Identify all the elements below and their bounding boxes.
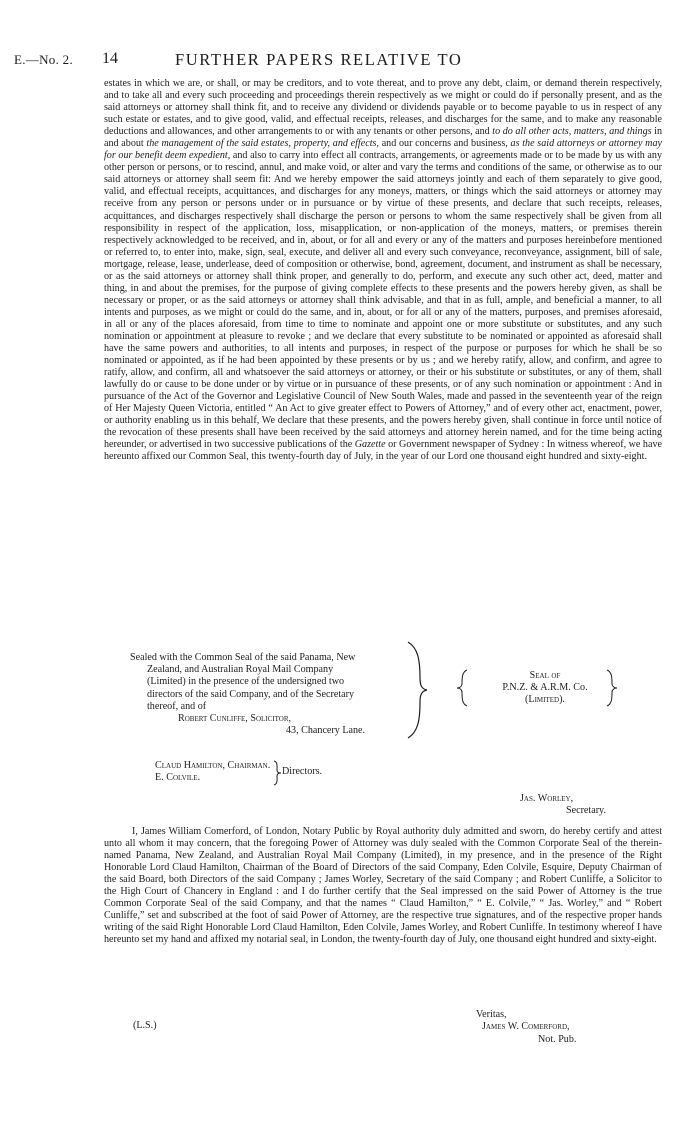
body-italic-segment: to do all other acts, matters, and things	[492, 126, 652, 138]
seal-brace-right	[605, 668, 619, 708]
secretary-name: Jas. Worley,	[520, 793, 574, 804]
veritas-text: Veritas,	[476, 1009, 507, 1020]
director-name: Claud Hamilton, Chairman.	[155, 760, 271, 771]
body-italic-segment: the management of the said estates, property, and effects,	[146, 138, 379, 150]
directors-label: Directors.	[282, 766, 323, 777]
seal-brace-left	[455, 668, 469, 708]
running-title: FURTHER PAPERS RELATIVE TO	[175, 50, 463, 69]
secretary-title: Secretary.	[566, 805, 606, 817]
sealing-line: (Limited) in the presence of the undersigned two	[147, 676, 345, 688]
notary-signature	[476, 1009, 576, 1046]
directors-brace	[272, 759, 282, 787]
locus-sigilli: (L.S.)	[133, 1020, 157, 1031]
body-segment: and also to carry into effect all contracts, arrangements, or agreements made or to be made by us with any other person or persons, or to rescind, annul, and make void, or alter and vary the terms and conditions of the same, or otherwise as to our said attorneys or attorney shall seem fit: And we hereby empower the said attorneys jointly and each of them separately to give good, valid, and effectual receipts, acquittances, and discharges for any moneys, matters, or things which the said attorneys or attorney may receive from any person or persons under or in pursuance or by virtue of these presents, and declare that such receipts, releases, acquittances, and discharges respectively shall discharge the person or persons to whom the same respectively shall be given from all responsibility in respect of the application, loss, misapplication, or non-application of the moneys, matters, or premises therein respectively acknowledged to be received, and in, about, or for all and every or any of the matters and purposes hereinbefore mentioned or referred to, to enter into, make, sign, seal, execute, and deliver all and every such conveyance, reconveyance, assignment, bill of sale, mortgage, release, lease, underlease, deed of composition or otherwise, bond, agreement, document, and instrument as shall be necessary, or as the said attorneys or attorney shall think proper, and generally to do, perform, and execute any such other act, deed, matter and thing, in and about the premises, for the purpose of giving complete effects to these presents and the powers hereby given, as shall be necessary or proper, or as the said attorneys or attorney shall think advisable, and that in as full, ample, and beneficial a manner, to all intents and purposes, as we might or could do the same, and in, about, or for all or any of the matters, purposes, and premises aforesaid, in all or any of the places aforesaid, from time to time to nominate and appoint one or more substitute or substitutes, and any such nomination or appointment at pleasure to revoke ; and we declare that every substitute to be nominated or appointed as aforesaid shall have the same powers and authorities, to all intents and purposes, in respect of the purpose or purposes for which he shall be so nominated or appointed, as if he had been appointed by these presents or by us ; and we hereby ratify, allow, and confirm, and agree to ratify, allow, and confirm, all and whatsoever the said attorneys or attorney, or their or his substitute or substitutes, or any of them, shall lawfully do or cause to be done under or by virtue or in pursuance of these presents, or of any such nomination or appointment : And in pursuance of the Act of the Governor and Legislative Council of New South Wales, made and passed in the seventeenth year of the reign of Her Majesty Queen Victoria, entitled “ An Act to give greater effect to Powers of Attorney,” and of every other act, enactment, power, or authority enabling us in this behalf, We declare that these presents, and the powers hereby given, shall continue in force until notice of the revocation of these presents shall have been received by the said attorneys and attorney herein named, and for the time being acting hereunder, or advertised in two successive publications of the	[104, 150, 662, 451]
notary-name: James W. Comerford,	[482, 1021, 570, 1033]
body-segment: and our concerns and business,	[378, 138, 511, 150]
seal-line: (Limited).	[525, 694, 565, 706]
body-segment: estates in which we are, or shall, or may be creditors, and to vote thereat, and to prove any debt, claim, or demand therein respectively, and to take all and every such proceeding and proceedings therein respectively as we might or could do if personally present, and as the said attorneys or attorney shall think fit, and to receive any dividend or dividends payable or to become payable to us in respect of any such estate or estates, and to give good, valid, and effectual receipts, releases, and discharges for the same, and to make any reasonable deductions and allowances, and other arrangements to or with any tenants or other persons, and	[104, 78, 662, 138]
power-of-attorney-text	[104, 78, 662, 464]
body-italic-segment: as the said attorneys or attorney may for our benefit deem expedient,	[104, 138, 663, 162]
sealing-line: Zealand, and Australian Royal Mail Company	[147, 664, 334, 676]
body-italic-segment: Gazette	[354, 439, 386, 451]
notarial-certificate: I, James William Comerford, of London, Notary Public by Royal authority duly admitted and sworn, do hereby certify and attest unto all whom it may concern, that the foregoing Power of Attorney was duly sealed with the Common Corporate Seal of the therein-named Panama, New Zealand, and Australian Royal Mail Company (Limited), in my presence, and in the presence of the Right Honorable Lord Claud Hamilton, Chairman of the Board of Directors of the said Company, Eden Colvile, Esquire, Deputy Chairman of the said Board, both Directors of the said Company ; James Worley, Secretary of the said Company ; and Robert Cunliffe, a Solicitor to the High Court of Chancery in England : and I do further certify that the Seal impressed on the said Power of Attorney is the true Common Corporate Seal of the said Company, and that the names “ Claud Hamilton,” “ E. Colvile,” “ Jas. Worley,” and “ Robert Cunliffe,” set and subscribed at the foot of said Power of Attorney, are the respective true signatures, and of the respective proper hands writing of the said Right Honorable Lord Claud Hamilton, Eden Colvile, James Worley, and Robert Cunliffe. In testimony whereof I have hereunto set my hand and affixed my notarial seal, in London, the twenty-fourth day of July, one thousand eight hundred and sixty-eight.	[104, 826, 662, 946]
seal-line: P.N.Z. & A.R.M. Co.	[502, 682, 588, 694]
director-signatures	[155, 760, 270, 784]
seal-line: Seal of	[529, 670, 561, 681]
company-seal	[478, 670, 612, 707]
body-segment: in and about	[104, 126, 662, 150]
sealing-line: thereof, and of	[147, 700, 207, 712]
secretary-signature	[520, 793, 606, 817]
sealing-line: directors of the said Company, and of the Secretary	[147, 688, 355, 700]
sealing-line: Sealed with the Common Seal of the said Panama, New	[130, 652, 356, 663]
sealing-brace	[400, 640, 430, 740]
solicitor-name: Robert Cunliffe, Solicitor,	[178, 713, 292, 725]
solicitor-address: 43, Chancery Lane.	[286, 725, 366, 737]
body-segment: or Government newspaper of Sydney : In witness whereof, we have hereunto affixed our Common Seal, this twenty-fourth day of July, in the year of our Lord one thousand eight hundred and sixty-eight.	[104, 439, 662, 463]
document-reference: E.—No. 2.	[14, 52, 74, 67]
director-name: E. Colvile.	[155, 772, 201, 784]
page-number: 14	[102, 50, 118, 67]
notary-title: Not. Pub.	[538, 1033, 577, 1045]
sealing-clause	[130, 652, 410, 737]
